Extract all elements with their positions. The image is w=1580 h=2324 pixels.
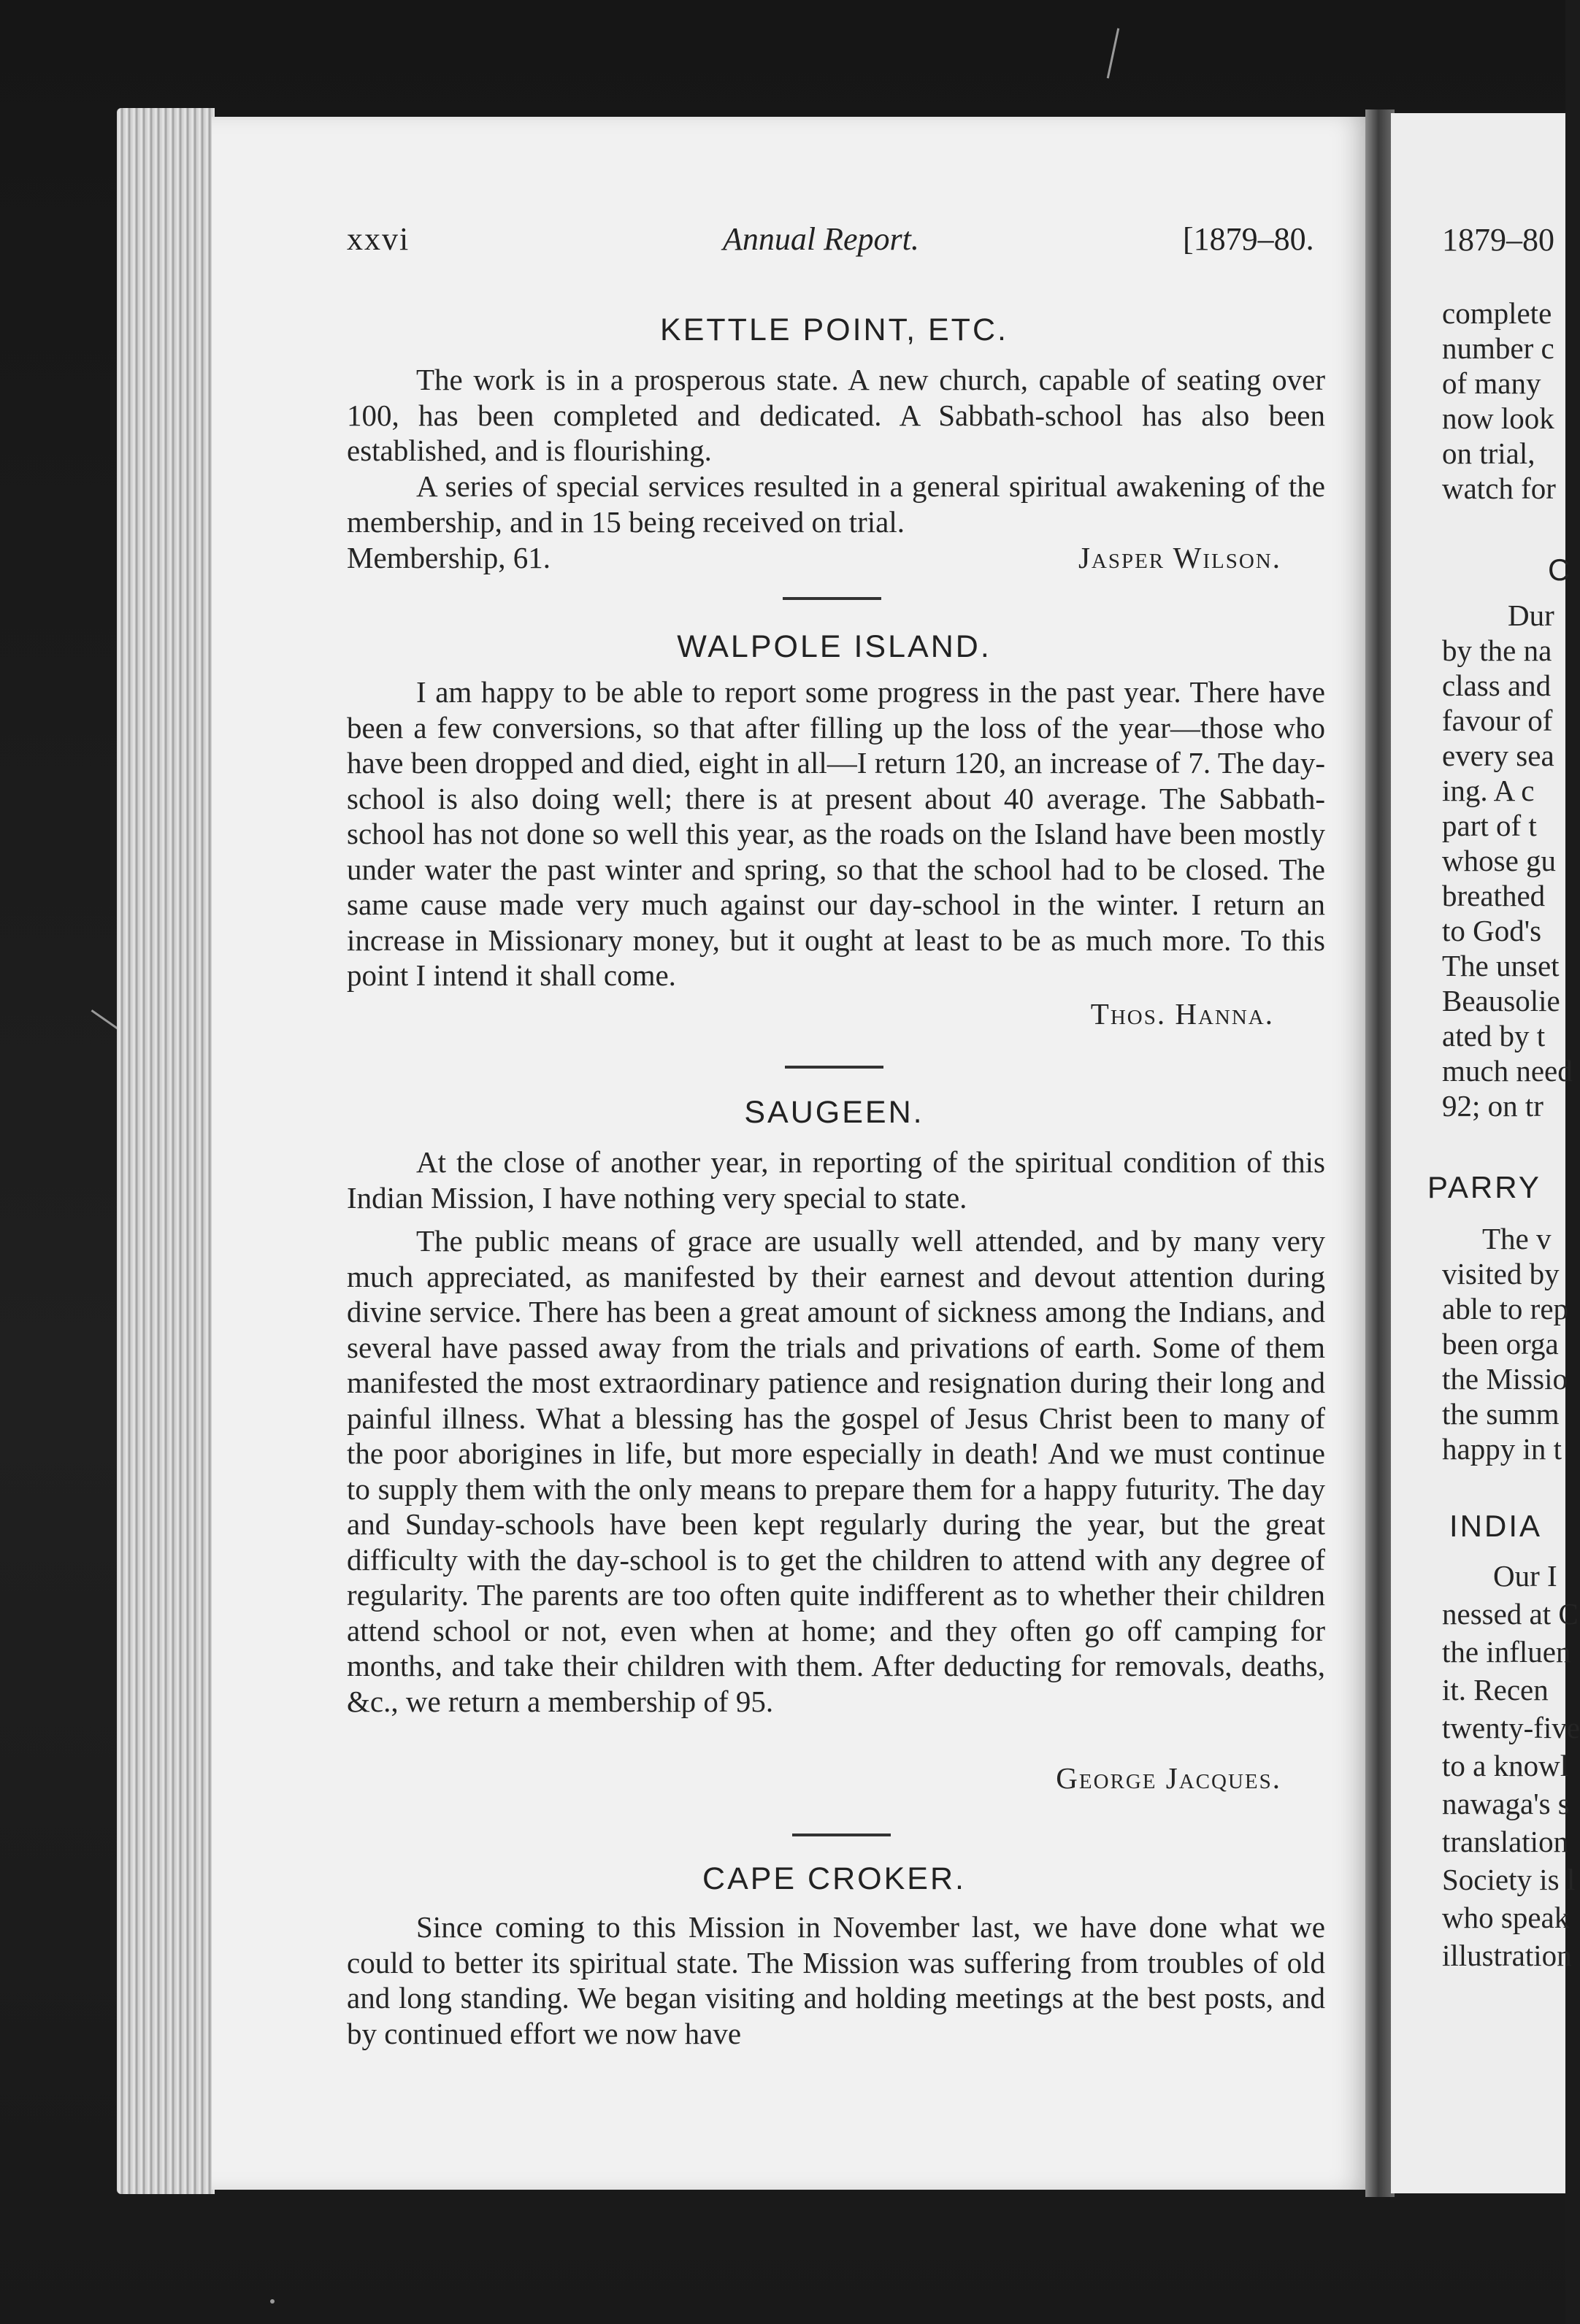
facing-line: to a knowl xyxy=(1442,1749,1569,1782)
kettle-point-paragraph-1: The work is in a prosperous state. A new church, capable of seating over 100, has been completed and dedicated. A Sabbath-school has also been established, and is flourishing. xyxy=(347,363,1325,467)
section-title-kettle-point: KETTLE POINT, ETC. xyxy=(660,312,1008,347)
facing-line: breathed xyxy=(1442,879,1546,912)
facing-line: The v xyxy=(1482,1222,1552,1255)
facing-line: by the na xyxy=(1442,634,1552,667)
facing-line: been orga xyxy=(1442,1327,1559,1361)
facing-line: who speak xyxy=(1442,1901,1570,1934)
facing-line: the summ xyxy=(1442,1397,1560,1431)
facing-heading-parry: PARRY xyxy=(1427,1170,1541,1204)
section-divider xyxy=(792,1834,891,1836)
facing-line: favour of xyxy=(1442,704,1553,737)
book-gutter xyxy=(1365,109,1395,2197)
book-page-edges xyxy=(117,108,215,2194)
facing-line: part of t xyxy=(1442,809,1537,842)
facing-line: of many xyxy=(1442,366,1541,400)
facing-line: translation xyxy=(1442,1825,1569,1858)
section-divider xyxy=(785,1066,883,1069)
signature-george-jacques: George Jacques. xyxy=(1056,1761,1281,1795)
section-title-cape-croker: CAPE CROKER. xyxy=(702,1861,966,1896)
facing-line: nawaga's s xyxy=(1442,1787,1570,1820)
signature-thos-hanna: Thos. Hanna. xyxy=(1090,997,1274,1031)
walpole-island-paragraph: I am happy to be able to report some progress in the past year. There have been a few conversions, so that after filling up the loss of the year—those who have been dropped and died, eight in all—I return 120, an increase of 7. The day-school is also doing well; there is at present about 40 average. The Sabbath-school has not done so well this year, as the roads on the Island have been mostly under water the past winter and spring, so that the school had to be closed. The same cause made very much against our day-school in the winter. I return an increase in Missionary money, but it ought at least to be as much more. To this point I intend it shall come. xyxy=(347,675,1325,992)
facing-line: visited by xyxy=(1442,1257,1560,1290)
facing-line: the influen xyxy=(1442,1635,1571,1669)
section-divider xyxy=(783,597,881,600)
facing-heading-india: INDIA xyxy=(1449,1509,1543,1543)
facing-line: whose gu xyxy=(1442,844,1557,877)
saugeen-paragraph-2: The public means of grace are usually well attended, and by many very much appreciated, as manifested by their earnest and devout attention during divine service. There has been a great amount of sickness among the Indians, and several have passed away from the trials and privations of earth. Some of them manifested the most extraordinary patience and resignation during their long and painful illness. What a blessing has the gospel of Jesus Christ been to many of the poor aborigines in life, but more especially in death! And we must continue to supply them with the only means to prepare them for a happy futurity. The day and Sunday-schools have been kept regularly during the year, but the great difficulty with the day-school is to get the children to attend with any degree of regularity. The parents are too often quite indifferent as to whether their children attend school or not, even when at home; and they often go off camping for months, and take their children with them. After deducting for removals, deaths, &c., we return a membership of 95. xyxy=(347,1224,1325,1718)
facing-line: watch for xyxy=(1442,472,1556,505)
section-title-walpole-island: WALPOLE ISLAND. xyxy=(677,629,992,664)
facing-line: class and xyxy=(1442,669,1552,702)
facing-line: twenty-five xyxy=(1442,1711,1580,1744)
facing-heading-c: C xyxy=(1548,553,1573,587)
facing-page-year: 1879–80 xyxy=(1442,222,1554,258)
facing-line: it. Recen xyxy=(1442,1673,1549,1707)
facing-line: 92; on tr xyxy=(1442,1089,1543,1123)
kettle-point-paragraph-2: A series of special services resulted in a general spiritual awakening of the membership, and in 15 being received on trial. xyxy=(347,469,1325,539)
facing-line: happy in t xyxy=(1442,1432,1562,1466)
facing-line: complete xyxy=(1442,296,1552,330)
facing-line: number c xyxy=(1442,331,1554,365)
facing-line: Beausolie xyxy=(1442,984,1560,1017)
facing-line: able to rep xyxy=(1442,1292,1569,1325)
facing-line: Society is l xyxy=(1442,1863,1576,1896)
facing-line: illustration xyxy=(1442,1939,1572,1972)
facing-line: much need xyxy=(1442,1054,1573,1088)
running-title: Annual Report. xyxy=(723,221,919,257)
facing-line: every sea xyxy=(1442,739,1554,772)
facing-line: the Missio xyxy=(1442,1362,1568,1396)
dust-speck xyxy=(270,2299,275,2304)
facing-line: ing. A c xyxy=(1442,774,1535,807)
page-number: xxvi xyxy=(347,221,410,257)
facing-line: The unset xyxy=(1442,949,1560,982)
cape-croker-paragraph: Since coming to this Mission in November last, we have done what we could to better its spiritual state. The Mission was suffering from troubles of old and long standing. We began visiting and holding meetings at the best posts, and by continued effort we now have xyxy=(347,1910,1325,2050)
facing-line: nessed at C xyxy=(1442,1597,1579,1631)
facing-line: Our I xyxy=(1493,1559,1557,1593)
section-title-saugeen: SAUGEEN. xyxy=(744,1095,924,1130)
facing-line: ated by t xyxy=(1442,1019,1546,1053)
membership-count: Membership, 61. xyxy=(347,541,551,574)
signature-jasper-wilson: Jasper Wilson. xyxy=(1078,541,1281,574)
facing-line: to God's xyxy=(1442,914,1542,947)
facing-line: now look xyxy=(1442,401,1554,435)
saugeen-paragraph-1: At the close of another year, in reporting of the spiritual condition of this Indian Mission, I have nothing very special to state. xyxy=(347,1145,1325,1215)
facing-line: on trial, xyxy=(1442,436,1535,470)
facing-line: Dur xyxy=(1508,599,1554,632)
header-year: [1879–80. xyxy=(1183,221,1314,257)
facing-page xyxy=(1391,113,1580,2193)
